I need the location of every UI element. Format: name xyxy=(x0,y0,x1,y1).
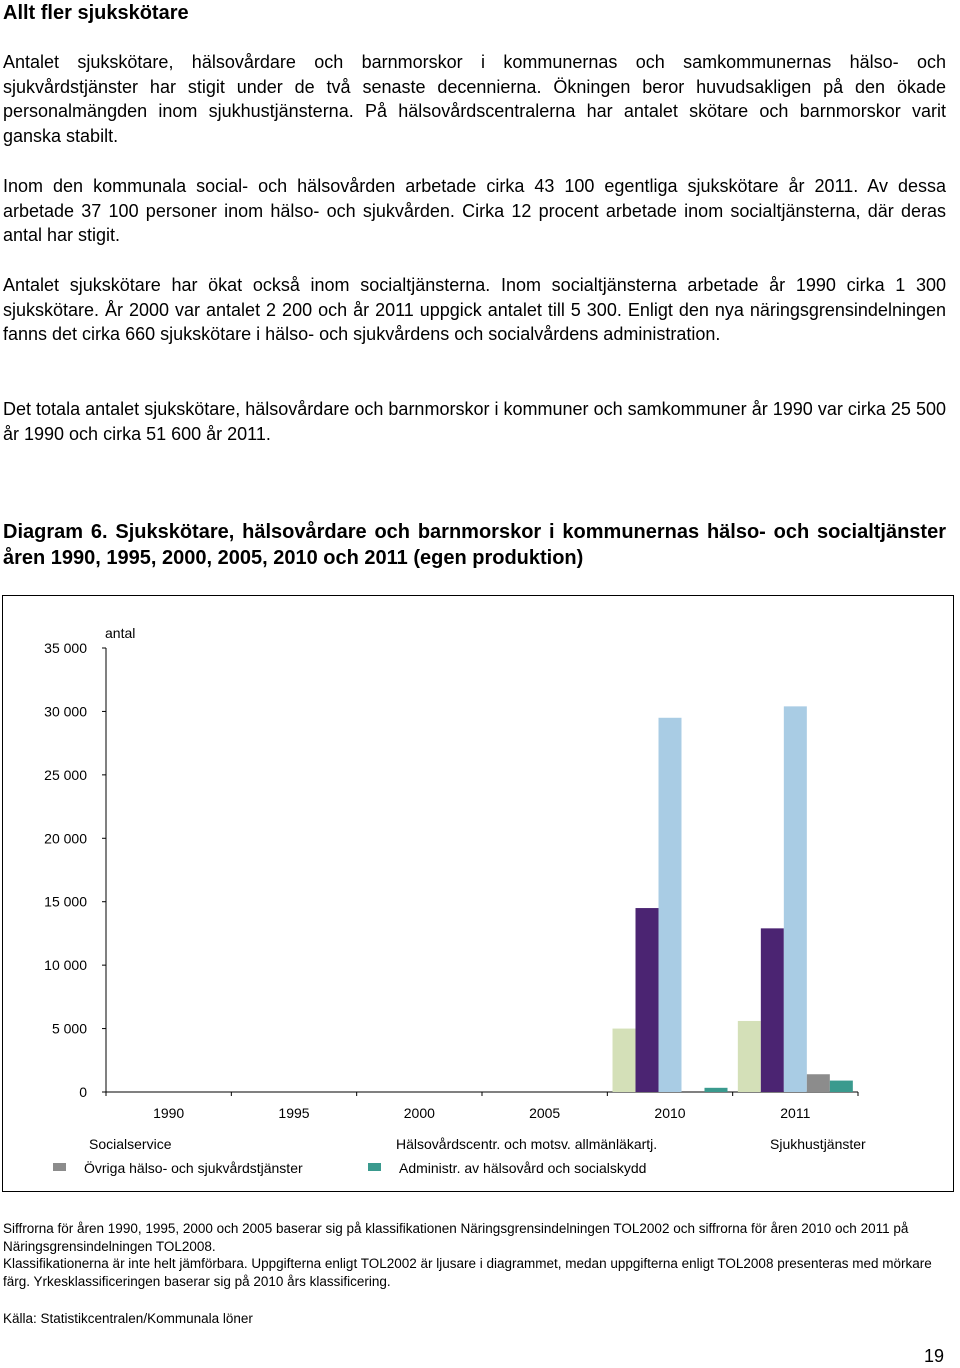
source-note: Källa: Statistikcentralen/Kommunala löner xyxy=(3,1311,253,1326)
bar xyxy=(784,706,807,1092)
bar xyxy=(761,928,784,1092)
y-tick-label: 25 000 xyxy=(44,766,87,783)
diagram-title: Diagram 6. Sjukskötare, hälsovårdare och barnmorskor i kommunernas hälso- och socialtjänster åren 1990, 1995, 2000, 2005, 2010 och 2011 (egen produktion) xyxy=(3,521,946,569)
bar xyxy=(738,1021,761,1092)
bar-chart xyxy=(3,596,953,1191)
paragraph-2: Inom den kommunala social- och hälsovården arbetade cirka 43 100 egentliga sjukskötare år 2011. Av dessa arbetade 37 100 personer inom hälso- och sjukvården. Cirka 12 procent arbetade inom socialtjänsterna, där deras antal har stigit. xyxy=(3,176,946,245)
legend-label: Socialservice xyxy=(89,1136,172,1152)
x-tick-label: 2011 xyxy=(780,1105,811,1121)
legend-label: Sjukhustjänster xyxy=(770,1136,866,1152)
bar xyxy=(613,1029,636,1092)
y-tick-label: 30 000 xyxy=(44,703,87,720)
x-tick-label: 2000 xyxy=(403,1105,435,1121)
bar xyxy=(636,908,659,1092)
y-tick-label: 5 000 xyxy=(51,1020,87,1037)
legend-label: Administr. av hälsovård och socialskydd xyxy=(399,1160,647,1176)
paragraph-1: Antalet sjukskötare, hälsovårdare och barnmorskor i kommunernas och samkommunernas hälso- och sjukvårdstjänster har stigit under de två senaste decennierna. Ökningen beror huvudsakligen på den ökade personalmängden inom sjukhustjänsterna. På hälsovårdscentralerna har antalet skötare och barnmorskor varit ganska stabilt. xyxy=(3,52,946,146)
x-tick-label: 2005 xyxy=(529,1105,561,1121)
section-heading: Allt fler sjukskötare xyxy=(3,2,189,24)
x-tick-label: 1990 xyxy=(153,1105,185,1121)
y-tick-label: 0 xyxy=(79,1084,87,1100)
y-tick-label: 15 000 xyxy=(44,893,87,910)
paragraph-4: Det totala antalet sjukskötare, hälsovårdare och barnmorskor i kommuner och samkommuner år 1990 var cirka 25 500 år 1990 och cirka 51 600 år 2011. xyxy=(3,399,946,444)
paragraph-3: Antalet sjukskötare har ökat också inom socialtjänsterna. Inom socialtjänsterna arbetade år 1990 cirka 1 300 sjukskötare. År 2000 var antalet 2 200 och år 2011 uppgick antalet till 5 300. Enligt den nya näringsgrensindelningen fanns det cirka 660 sjukskötare i hälso- och sjukvårdens och socialvårdens administration. xyxy=(3,275,946,344)
x-tick-label: 2010 xyxy=(654,1105,686,1121)
legend-label: Övriga hälso- och sjukvårdstjänster xyxy=(84,1160,303,1176)
y-axis-label: antal xyxy=(105,625,136,641)
bar xyxy=(807,1074,830,1092)
y-tick-label: 20 000 xyxy=(44,830,87,847)
x-tick-label: 1995 xyxy=(278,1105,310,1121)
page-number: 19 xyxy=(924,1346,945,1366)
y-tick-label: 10 000 xyxy=(44,957,87,974)
legend-swatch xyxy=(53,1163,66,1171)
y-tick-label: 35 000 xyxy=(44,640,87,656)
bar xyxy=(659,718,682,1092)
bar xyxy=(705,1088,728,1092)
bar xyxy=(830,1081,853,1092)
footnote-1: Siffrorna för åren 1990, 1995, 2000 och 2005 baserar sig på klassifikationen Näringsgrensindelningen TOL2002 och siffrorna för åren 2010 och 2011 på Näringsgrensindelningen TOL2008. xyxy=(3,1221,909,1254)
legend-swatch xyxy=(368,1163,381,1171)
chart-frame xyxy=(2,595,954,1192)
legend-label: Hälsovårdscentr. och motsv. allmänläkartj. xyxy=(396,1136,658,1152)
footnote-2: Klassifikationerna är inte helt jämförbara. Uppgifterna enligt TOL2002 är ljusare i diagrammet, medan uppgifterna enligt TOL2008 presenteras med mörkare färg. Yrkesklassificeringen baserar sig på 2010 års klassificering. xyxy=(3,1256,932,1289)
